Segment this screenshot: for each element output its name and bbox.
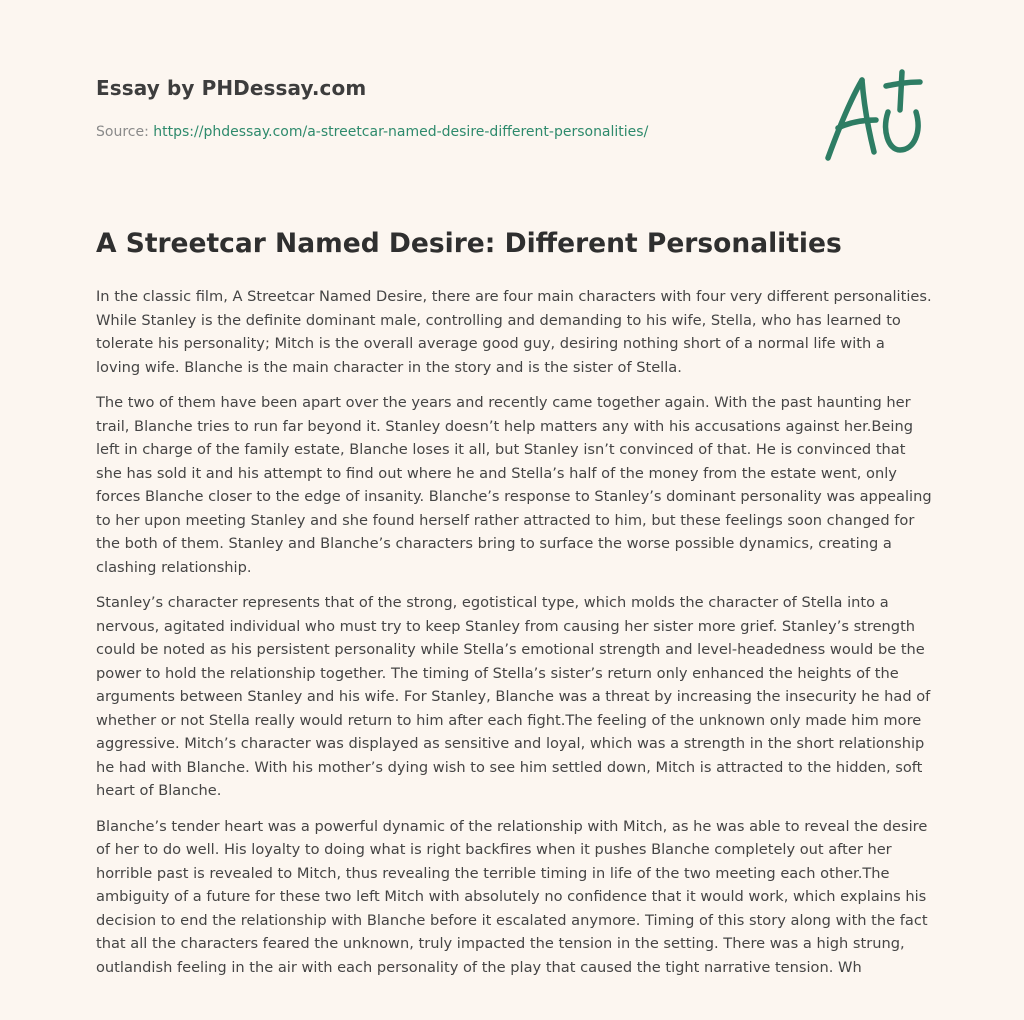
source-line [96,124,648,140]
essay-paragraph: The two of them have been apart over the years and recently came together again. With the past haunting her trail, Blanche tries to run far beyond it. Stanley doesn’t help matters any with his accusations against her.Being left in charge of the family estate, Blanche loses it all, but Stanley isn’t convinced of that. He is convinced that she has sold it and his attempt to find out where he and Stella’s half of the money from the estate went, only forces Blanche closer to the edge of insanity. Blanche’s response to Stanley’s dominant personality was appealing to her upon meeting Stanley and she found herself rather attracted to him, but these feelings soon changed for the both of them. Stanley and Blanche’s characters bring to surface the worse possible dynamics, creating a clashing relationship. [96,394,932,576]
a-plus-logo-icon [818,66,930,166]
source-link[interactable]: https://phdessay.com/a-streetcar-named-desire-different-personalities/ [153,124,649,140]
essay-paragraph: Stanley’s character represents that of the strong, egotistical type, which molds the character of Stella into a nervous, agitated individual who must try to keep Stanley from causing her sister more grief. Stanley’s strength could be noted as his persistent personality while Stella’s emotional strength and level-headedness would be the power to hold the relationship together. The timing of Stella’s sister’s return only enhanced the heights of the arguments between Stanley and his wife. For Stanley, Blanche was a threat by increasing the insecurity he had of whether or not Stella really would return to him after each fight.The feeling of the unknown only made him more aggressive. Mitch’s character was displayed as sensitive and loyal, which was a strength in the short relationship he had with Blanche. With his mother’s dying wish to see him settled down, Mitch is attracted to the hidden, soft heart of Blanche. [96,594,931,799]
essay-title: A Streetcar Named Desire: Different Personalities [96,228,842,259]
essay-paragraph: In the classic film, A Streetcar Named Desire, there are four main characters with four very different personalities. While Stanley is the definite dominant male, controlling and demanding to his wife, Stella, who has learned to tolerate his personality; Mitch is the overall average good guy, desiring nothing short of a normal life with a loving wife. Blanche is the main character in the story and is the sister of Stella. [96,288,932,376]
essay-body [96,285,932,1020]
site-header [96,76,736,100]
brand-title: Essay by PHDessay.com [96,76,367,100]
source-label: Source: [96,124,154,140]
essay-paragraph: Blanche’s tender heart was a powerful dynamic of the relationship with Mitch, as he was able to reveal the desire of her to do well. His loyalty to doing what is right backfires when it pushes Blanche completely out after her horrible past is revealed to Mitch, thus revealing the terrible timing in life of the two meeting each other.The ambiguity of a future for these two left Mitch with absolutely no confidence that it would work, which explains his decision to end the relationship with Blanche before it escalated anymore. Timing of this story along with the fact that all the characters feared the unknown, truly impacted the tension in the setting. There was a high strung, outlandish feeling in the air with each personality of the play that caused the tight narrative tension. Wh [96,817,928,976]
